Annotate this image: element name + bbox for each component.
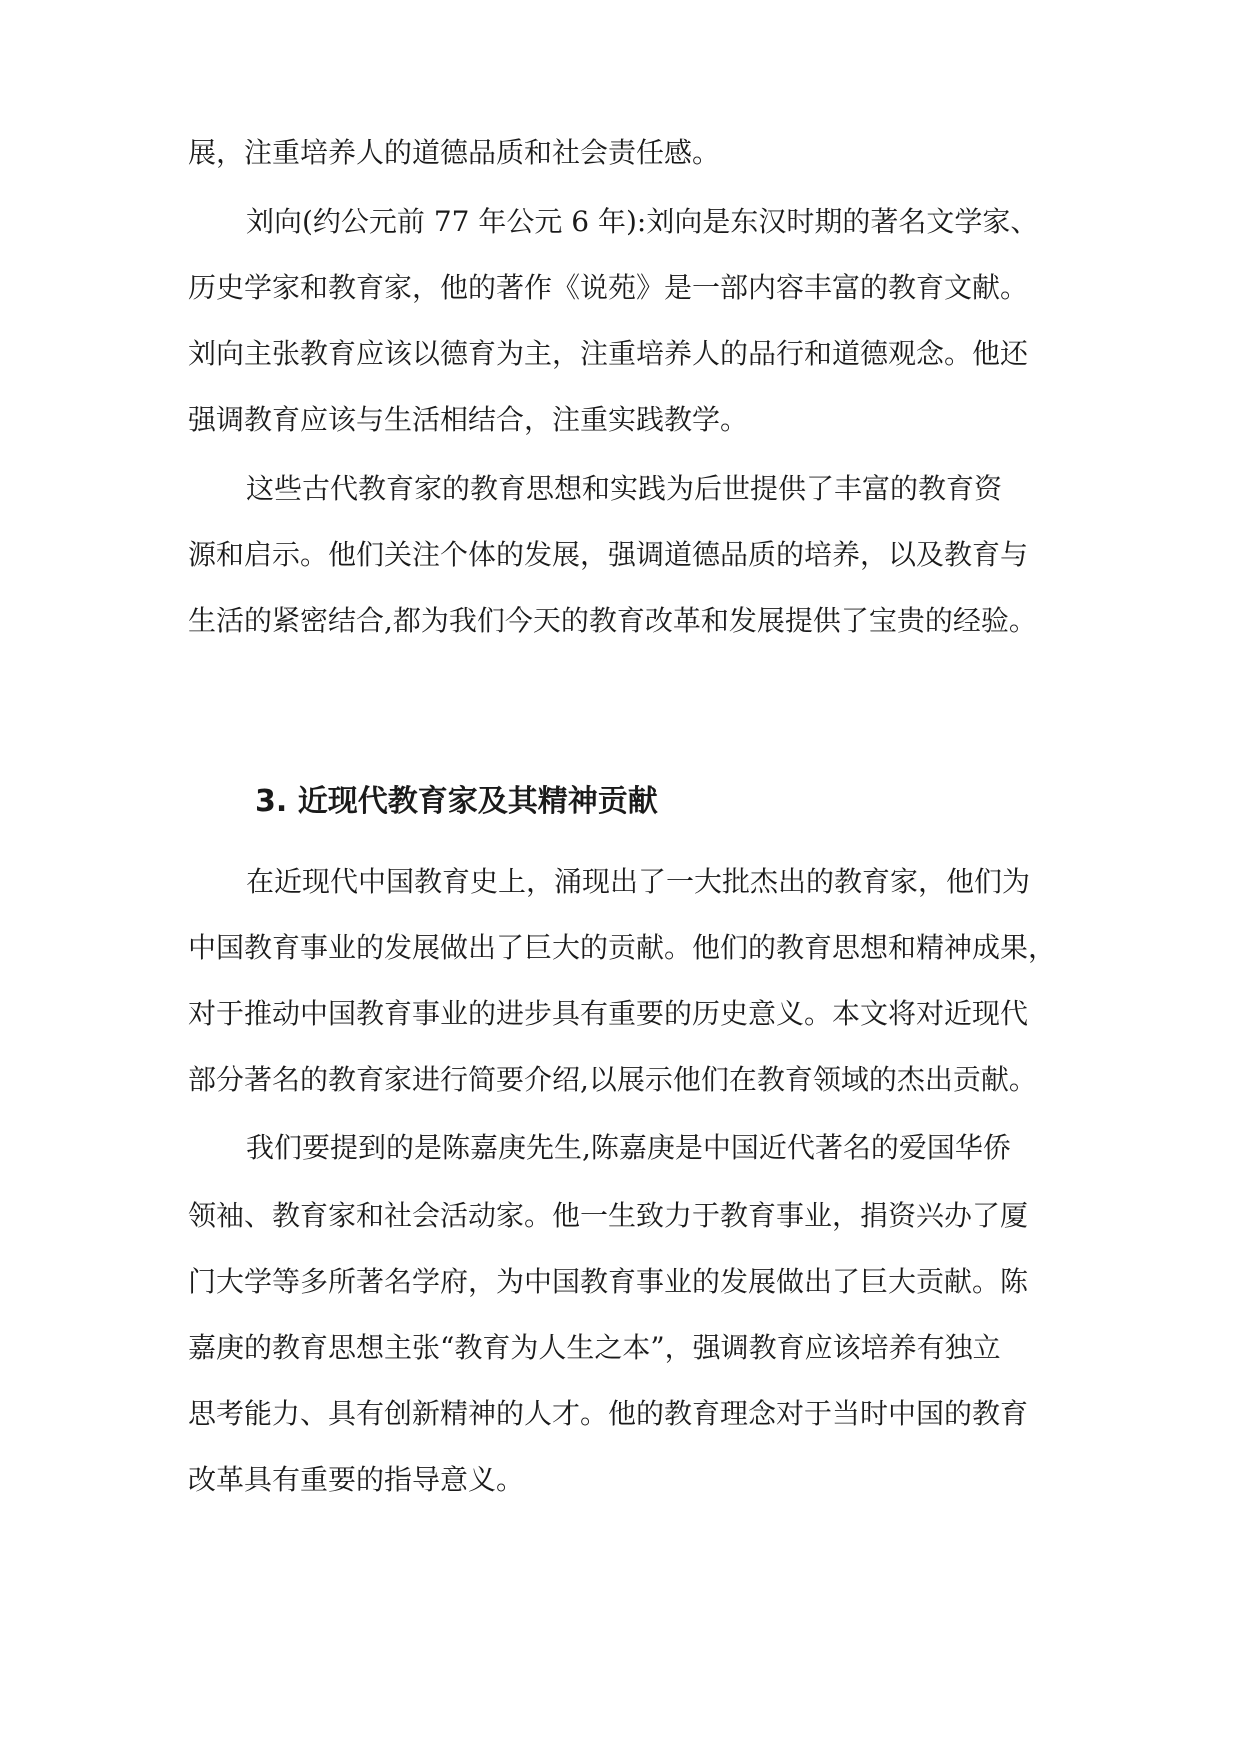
paragraph-line: 历史学家和教育家，他的著作《说苑》是一部内容丰富的教育文献。 — [188, 271, 1029, 304]
paragraph-line: 生活的紧密结合,都为我们今天的教育改革和发展提供了宝贵的经验。 — [188, 604, 1037, 637]
paragraph-line: 刘向主张教育应该以德育为主，注重培养人的品行和道德观念。他还 — [188, 337, 1029, 370]
paragraph-line: 部分著名的教育家进行简要介绍,以展示他们在教育领域的杰出贡献。 — [188, 1063, 1037, 1096]
paragraph-line: 展，注重培养人的道德品质和社会责任感。 — [188, 136, 721, 169]
paragraph-line: 在近现代中国教育史上，涌现出了一大批杰出的教育家，他们为 — [246, 865, 1031, 898]
paragraph-line: 门大学等多所著名学府，为中国教育事业的发展做出了巨大贡献。陈 — [188, 1265, 1029, 1298]
paragraph-line: 刘向(约公元前 77 年公元 6 年):刘向是东汉时期的著名文学家、 — [246, 205, 1039, 238]
paragraph-line: 思考能力、具有创新精神的人才。他的教育理念对于当时中国的教育 — [188, 1397, 1029, 1430]
paragraph-line: 改革具有重要的指导意义。 — [188, 1463, 525, 1496]
paragraph-line: 对于推动中国教育事业的进步具有重要的历史意义。本文将对近现代 — [188, 997, 1029, 1030]
paragraph-line: 这些古代教育家的教育思想和实践为后世提供了丰富的教育资 — [246, 472, 1003, 505]
paragraph-line: 强调教育应该与生活相结合，注重实践教学。 — [188, 403, 749, 436]
paragraph-line: 中国教育事业的发展做出了巨大的贡献。他们的教育思想和精神成果， — [188, 931, 1057, 964]
paragraph-line: 嘉庚的教育思想主张“教育为人生之本”，强调教育应该培养有独立 — [188, 1331, 1001, 1364]
paragraph-line: 源和启示。他们关注个体的发展，强调道德品质的培养，以及教育与 — [188, 538, 1029, 571]
paragraph-line: 我们要提到的是陈嘉庚先生,陈嘉庚是中国近代著名的爱国华侨 — [246, 1131, 1011, 1164]
paragraph-line: 领袖、教育家和社会活动家。他一生致力于教育事业，捐资兴办了厦 — [188, 1199, 1029, 1232]
section-heading: 3. 近现代教育家及其精神贡献 — [255, 784, 658, 819]
